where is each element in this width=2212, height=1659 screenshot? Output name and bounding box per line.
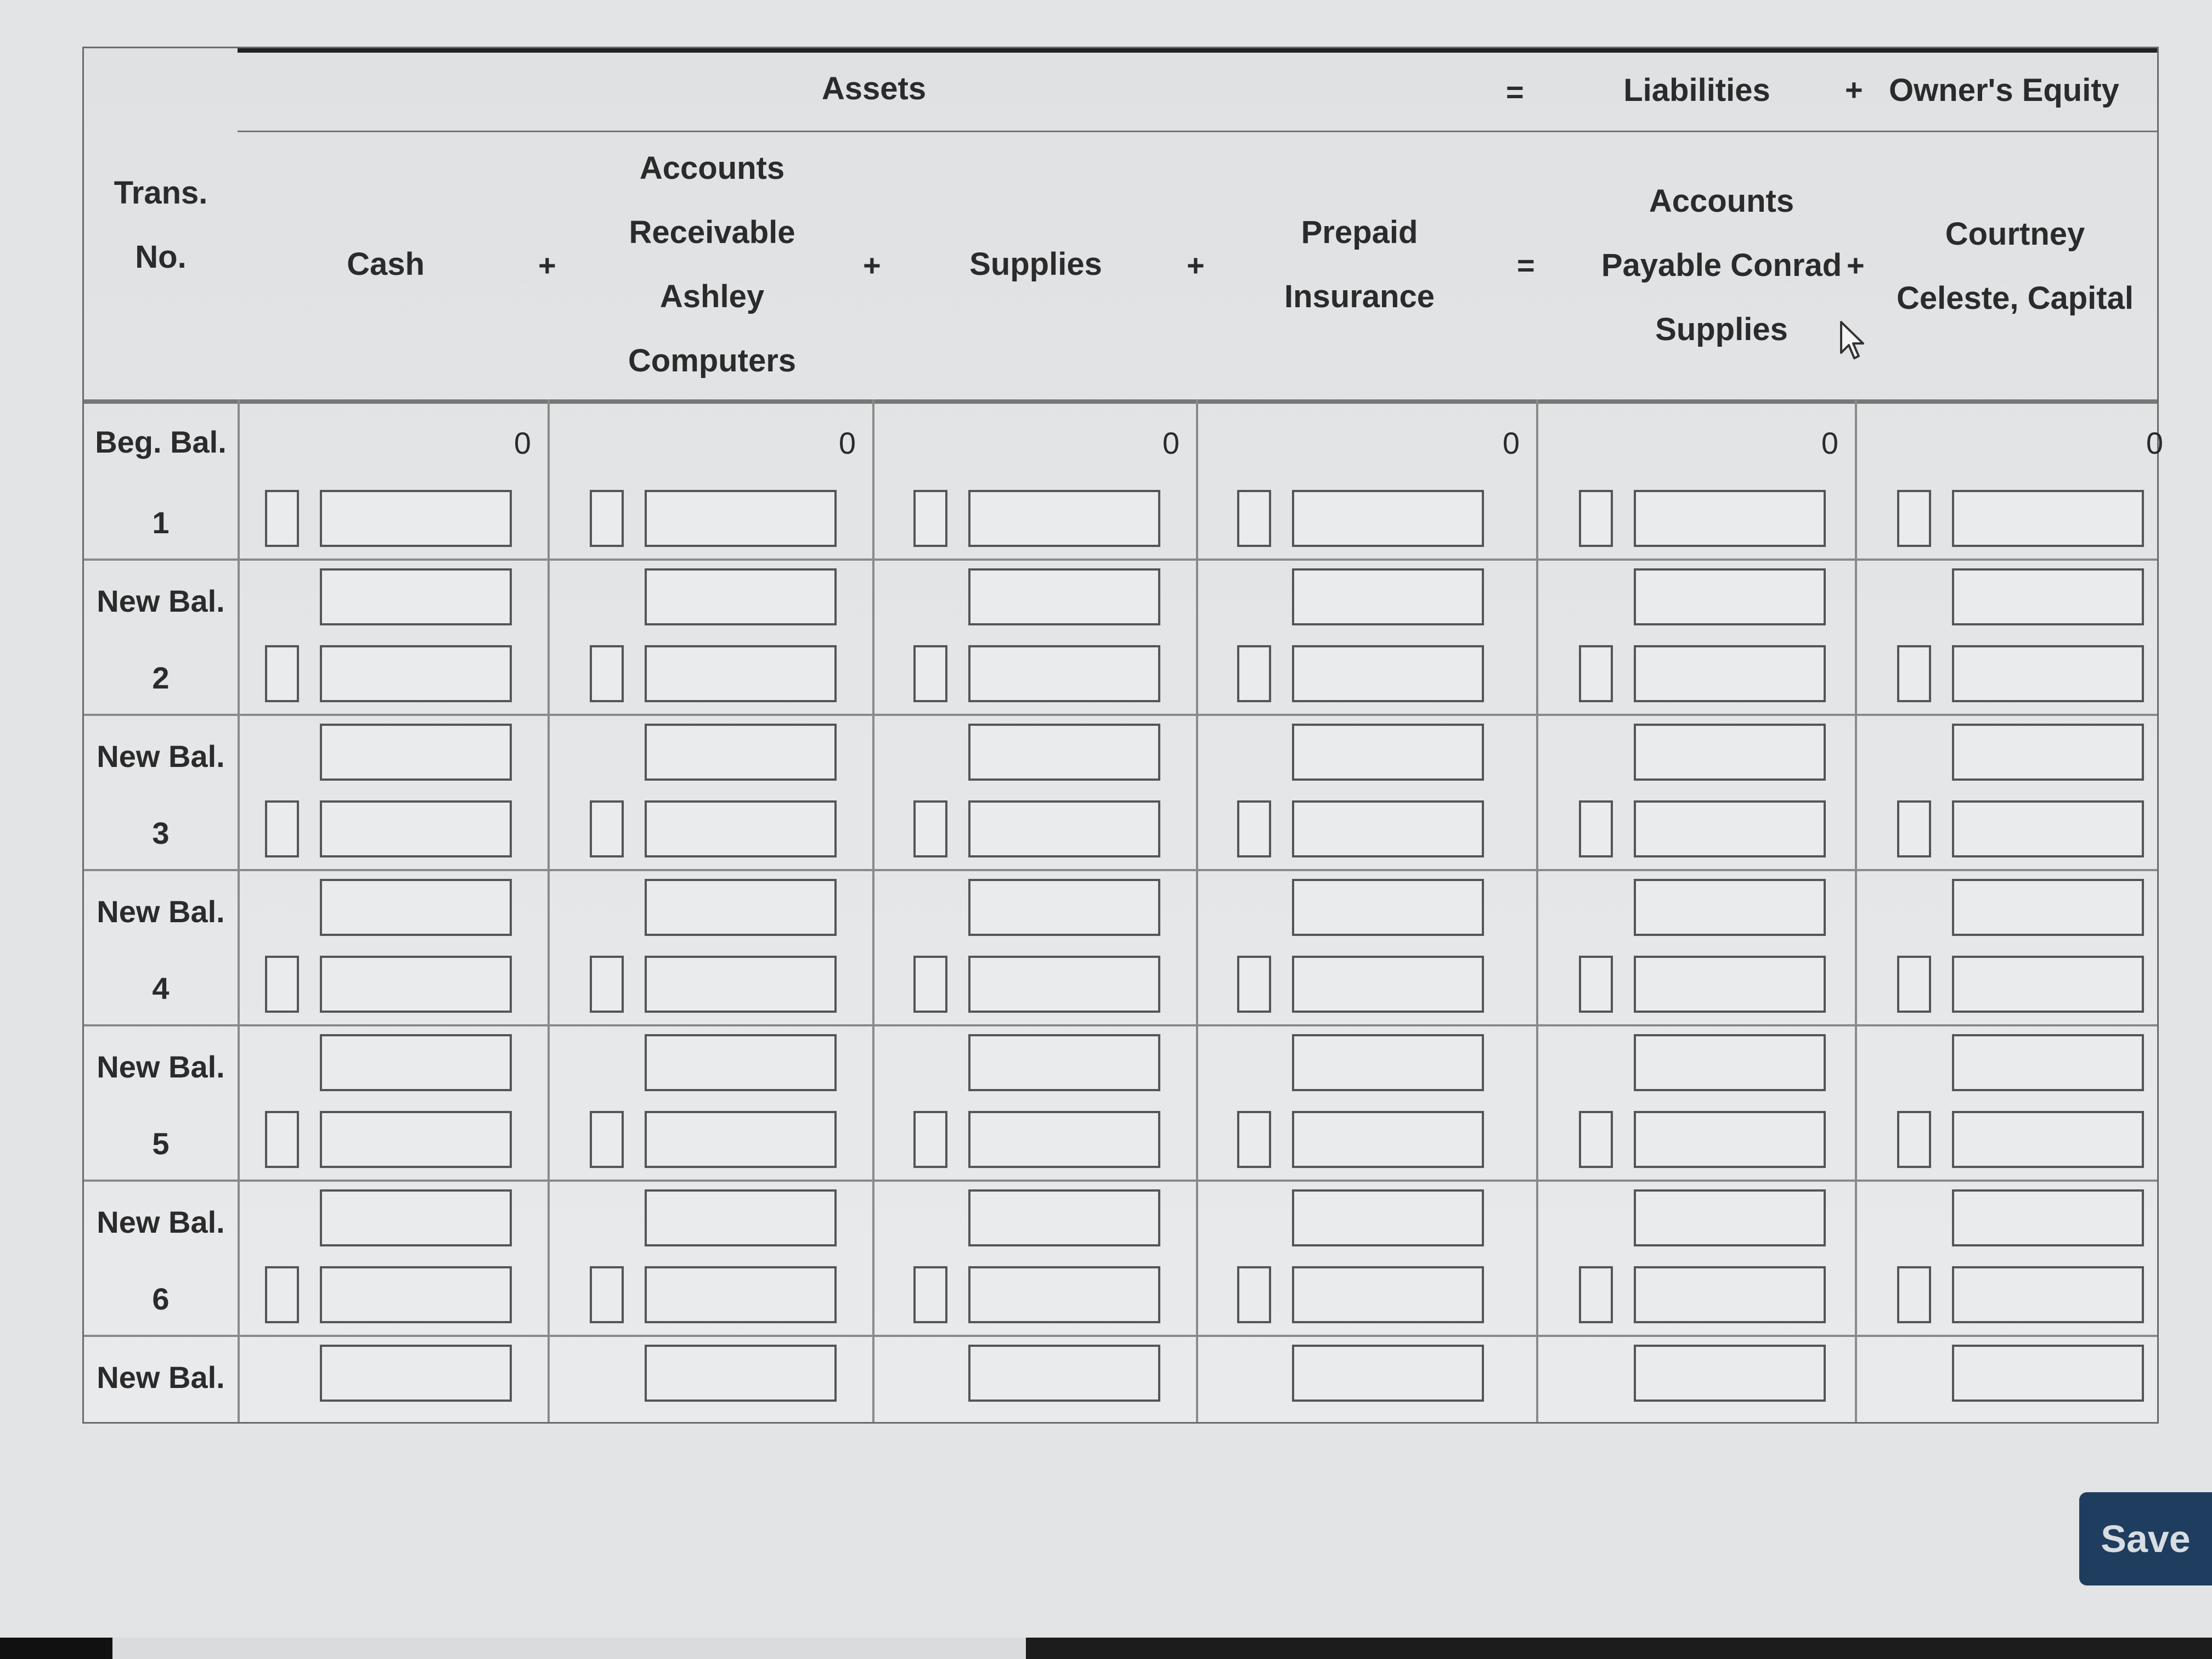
accounts-receivable-new-balance-input-1[interactable] bbox=[645, 568, 837, 625]
increase-decrease-selector-supplies-trans-6[interactable] bbox=[913, 1266, 947, 1323]
header-top-rule bbox=[238, 48, 2157, 53]
row-label-trans-3: 3 bbox=[152, 816, 170, 850]
cash-new-balance-input-1[interactable] bbox=[320, 568, 512, 625]
accounts-receivable-new-balance-input-4[interactable] bbox=[645, 1034, 837, 1091]
screen-bottom-bezel-gap bbox=[112, 1638, 1026, 1659]
row-divider bbox=[84, 558, 2157, 561]
capital-new-balance-input-1[interactable] bbox=[1952, 568, 2144, 625]
plus-sign-3: + bbox=[1187, 248, 1205, 283]
row-divider bbox=[84, 869, 2157, 871]
col-divider bbox=[1536, 399, 1538, 1422]
header-mid-rule bbox=[238, 131, 2157, 132]
accounts-receivable-amount-input-trans-1[interactable] bbox=[645, 490, 837, 547]
row-label-new-bal: New Bal. bbox=[97, 1049, 225, 1084]
cash-new-balance-input-5[interactable] bbox=[320, 1189, 512, 1246]
increase-decrease-selector-cash-trans-5[interactable] bbox=[265, 1111, 299, 1168]
supplies-new-balance-input-5[interactable] bbox=[968, 1189, 1160, 1246]
cash-amount-input-trans-4[interactable] bbox=[320, 956, 512, 1013]
accounting-equation-worksheet bbox=[82, 47, 2163, 1424]
col-divider bbox=[238, 399, 240, 1422]
increase-decrease-selector-accounts-receivable-trans-1[interactable] bbox=[590, 490, 624, 547]
prepaid-insurance-amount-input-trans-2[interactable] bbox=[1292, 645, 1484, 702]
prepaid-insurance-new-balance-input-5[interactable] bbox=[1292, 1189, 1484, 1246]
increase-decrease-selector-accounts-payable-trans-5[interactable] bbox=[1579, 1111, 1613, 1168]
increase-decrease-selector-cash-trans-4[interactable] bbox=[265, 956, 299, 1013]
supplies-new-balance-input-6[interactable] bbox=[968, 1345, 1160, 1402]
increase-decrease-selector-prepaid-insurance-trans-6[interactable] bbox=[1237, 1266, 1271, 1323]
accounts-payable-new-balance-input-3[interactable] bbox=[1634, 879, 1826, 936]
cash-heading: Cash bbox=[347, 246, 425, 282]
increase-decrease-selector-prepaid-insurance-trans-2[interactable] bbox=[1237, 645, 1271, 702]
supplies-amount-input-trans-4[interactable] bbox=[968, 956, 1160, 1013]
increase-decrease-selector-cash-trans-1[interactable] bbox=[265, 490, 299, 547]
prepaid-insurance-new-balance-input-3[interactable] bbox=[1292, 879, 1484, 936]
row-label-new-bal: New Bal. bbox=[97, 739, 225, 774]
increase-decrease-selector-capital-trans-6[interactable] bbox=[1897, 1266, 1931, 1323]
screen-bottom-bezel-left bbox=[0, 1638, 112, 1659]
accounts-receivable-new-balance-input-5[interactable] bbox=[645, 1189, 837, 1246]
prepaid-insurance-new-balance-input-1[interactable] bbox=[1292, 568, 1484, 625]
cash-amount-input-trans-3[interactable] bbox=[320, 800, 512, 857]
increase-decrease-selector-prepaid-insurance-trans-5[interactable] bbox=[1237, 1111, 1271, 1168]
increase-decrease-selector-accounts-payable-trans-1[interactable] bbox=[1579, 490, 1613, 547]
cash-new-balance-input-6[interactable] bbox=[320, 1345, 512, 1402]
row-divider bbox=[84, 1180, 2157, 1182]
col-divider bbox=[548, 399, 550, 1422]
accounts-receivable-amount-input-trans-6[interactable] bbox=[645, 1266, 837, 1323]
increase-decrease-selector-capital-trans-5[interactable] bbox=[1897, 1111, 1931, 1168]
prepaid-insurance-amount-input-trans-6[interactable] bbox=[1292, 1266, 1484, 1323]
increase-decrease-selector-cash-trans-3[interactable] bbox=[265, 800, 299, 857]
beg-bal-supplies: 0 bbox=[1162, 426, 1180, 460]
trans-no-heading-line2: No. bbox=[135, 239, 187, 275]
trans-no-heading-line1: Trans. bbox=[114, 175, 208, 211]
increase-decrease-selector-supplies-trans-1[interactable] bbox=[913, 490, 947, 547]
cash-new-balance-input-4[interactable] bbox=[320, 1034, 512, 1091]
beg-bal-accounts-payable: 0 bbox=[1821, 426, 1838, 460]
capital-amount-input-trans-2[interactable] bbox=[1952, 645, 2144, 702]
accounts-payable-amount-input-trans-2[interactable] bbox=[1634, 645, 1826, 702]
prepaid-insurance-amount-input-trans-4[interactable] bbox=[1292, 956, 1484, 1013]
capital-new-balance-input-5[interactable] bbox=[1952, 1189, 2144, 1246]
col-divider bbox=[1196, 399, 1198, 1422]
beg-bal-prepaid-insurance: 0 bbox=[1502, 426, 1520, 460]
supplies-amount-input-trans-1[interactable] bbox=[968, 490, 1160, 547]
increase-decrease-selector-supplies-trans-2[interactable] bbox=[913, 645, 947, 702]
supplies-new-balance-input-3[interactable] bbox=[968, 879, 1160, 936]
beg-bal-accounts-receivable: 0 bbox=[838, 426, 856, 460]
row-label-new-bal: New Bal. bbox=[97, 1360, 225, 1395]
accounts-receivable-amount-input-trans-4[interactable] bbox=[645, 956, 837, 1013]
increase-decrease-selector-prepaid-insurance-trans-4[interactable] bbox=[1237, 956, 1271, 1013]
accounts-receivable-new-balance-input-2[interactable] bbox=[645, 724, 837, 781]
prepaid-insurance-amount-input-trans-5[interactable] bbox=[1292, 1111, 1484, 1168]
accounts-receivable-new-balance-input-3[interactable] bbox=[645, 879, 837, 936]
supplies-new-balance-input-2[interactable] bbox=[968, 724, 1160, 781]
prepaid-insurance-heading: Prepaid Insurance bbox=[1284, 215, 1435, 314]
increase-decrease-selector-capital-trans-1[interactable] bbox=[1897, 490, 1931, 547]
supplies-amount-input-trans-3[interactable] bbox=[968, 800, 1160, 857]
equals-sign-mid: = bbox=[1517, 248, 1535, 283]
mouse-pointer-icon bbox=[1839, 320, 1866, 364]
supplies-amount-input-trans-5[interactable] bbox=[968, 1111, 1160, 1168]
accounts-payable-amount-input-trans-6[interactable] bbox=[1634, 1266, 1826, 1323]
row-label-beg-bal: Beg. Bal. bbox=[95, 425, 227, 459]
save-button[interactable]: Save bbox=[2079, 1492, 2212, 1585]
increase-decrease-selector-capital-trans-2[interactable] bbox=[1897, 645, 1931, 702]
increase-decrease-selector-prepaid-insurance-trans-3[interactable] bbox=[1237, 800, 1271, 857]
owners-equity-heading: Owner's Equity bbox=[1889, 72, 2119, 108]
row-label-trans-1: 1 bbox=[152, 505, 170, 540]
accounts-receivable-heading: Accounts Receivable Ashley Computers bbox=[628, 150, 797, 379]
cash-amount-input-trans-2[interactable] bbox=[320, 645, 512, 702]
row-label-trans-4: 4 bbox=[152, 971, 170, 1006]
plus-sign-top: + bbox=[1845, 72, 1863, 107]
col-divider bbox=[872, 399, 874, 1422]
row-label-trans-2: 2 bbox=[152, 661, 170, 695]
accounts-payable-new-balance-input-1[interactable] bbox=[1634, 568, 1826, 625]
accounts-receivable-new-balance-input-6[interactable] bbox=[645, 1345, 837, 1402]
accounts-receivable-amount-input-trans-2[interactable] bbox=[645, 645, 837, 702]
plus-sign-1: + bbox=[538, 248, 556, 283]
capital-amount-input-trans-6[interactable] bbox=[1952, 1266, 2144, 1323]
row-label-new-bal: New Bal. bbox=[97, 894, 225, 929]
accounts-payable-new-balance-input-4[interactable] bbox=[1634, 1034, 1826, 1091]
col-divider bbox=[1855, 399, 1857, 1422]
increase-decrease-selector-supplies-trans-4[interactable] bbox=[913, 956, 947, 1013]
accounts-payable-new-balance-input-5[interactable] bbox=[1634, 1189, 1826, 1246]
cash-amount-input-trans-6[interactable] bbox=[320, 1266, 512, 1323]
increase-decrease-selector-accounts-payable-trans-3[interactable] bbox=[1579, 800, 1613, 857]
row-label-new-bal: New Bal. bbox=[97, 584, 225, 618]
supplies-heading: Supplies bbox=[969, 246, 1102, 282]
increase-decrease-selector-accounts-receivable-trans-5[interactable] bbox=[590, 1111, 624, 1168]
row-divider bbox=[84, 1335, 2157, 1337]
increase-decrease-selector-supplies-trans-3[interactable] bbox=[913, 800, 947, 857]
increase-decrease-selector-capital-trans-3[interactable] bbox=[1897, 800, 1931, 857]
increase-decrease-selector-accounts-payable-trans-2[interactable] bbox=[1579, 645, 1613, 702]
accounts-payable-new-balance-input-6[interactable] bbox=[1634, 1345, 1826, 1402]
cash-new-balance-input-3[interactable] bbox=[320, 879, 512, 936]
supplies-new-balance-input-1[interactable] bbox=[968, 568, 1160, 625]
increase-decrease-selector-accounts-receivable-trans-2[interactable] bbox=[590, 645, 624, 702]
capital-amount-input-trans-1[interactable] bbox=[1952, 490, 2144, 547]
supplies-new-balance-input-4[interactable] bbox=[968, 1034, 1160, 1091]
row-label-trans-6: 6 bbox=[152, 1282, 170, 1316]
row-divider bbox=[84, 1024, 2157, 1026]
prepaid-insurance-new-balance-input-2[interactable] bbox=[1292, 724, 1484, 781]
assets-heading: Assets bbox=[821, 71, 927, 106]
prepaid-insurance-amount-input-trans-1[interactable] bbox=[1292, 490, 1484, 547]
accounts-payable-amount-input-trans-5[interactable] bbox=[1634, 1111, 1826, 1168]
capital-amount-input-trans-4[interactable] bbox=[1952, 956, 2144, 1013]
increase-decrease-selector-accounts-payable-trans-4[interactable] bbox=[1579, 956, 1613, 1013]
plus-sign-2: + bbox=[863, 248, 881, 283]
row-divider bbox=[84, 714, 2157, 716]
accounts-payable-amount-input-trans-4[interactable] bbox=[1634, 956, 1826, 1013]
prepaid-insurance-new-balance-input-6[interactable] bbox=[1292, 1345, 1484, 1402]
cash-amount-input-trans-1[interactable] bbox=[320, 490, 512, 547]
beg-bal-cash: 0 bbox=[514, 426, 531, 460]
accounts-receivable-amount-input-trans-5[interactable] bbox=[645, 1111, 837, 1168]
increase-decrease-selector-supplies-trans-5[interactable] bbox=[913, 1111, 947, 1168]
prepaid-insurance-new-balance-input-4[interactable] bbox=[1292, 1034, 1484, 1091]
header-bottom-rule bbox=[84, 399, 2157, 404]
liabilities-heading: Liabilities bbox=[1623, 72, 1770, 108]
cash-new-balance-input-2[interactable] bbox=[320, 724, 512, 781]
accounts-payable-heading: Accounts Payable Conrad Supplies bbox=[1601, 183, 1842, 347]
beg-bal-capital: 0 bbox=[2146, 426, 2163, 460]
increase-decrease-selector-accounts-receivable-trans-6[interactable] bbox=[590, 1266, 624, 1323]
accounts-payable-amount-input-trans-3[interactable] bbox=[1634, 800, 1826, 857]
prepaid-insurance-amount-input-trans-3[interactable] bbox=[1292, 800, 1484, 857]
capital-new-balance-input-2[interactable] bbox=[1952, 724, 2144, 781]
accounts-receivable-amount-input-trans-3[interactable] bbox=[645, 800, 837, 857]
cash-amount-input-trans-5[interactable] bbox=[320, 1111, 512, 1168]
capital-amount-input-trans-3[interactable] bbox=[1952, 800, 2144, 857]
increase-decrease-selector-prepaid-insurance-trans-1[interactable] bbox=[1237, 490, 1271, 547]
accounts-payable-amount-input-trans-1[interactable] bbox=[1634, 490, 1826, 547]
increase-decrease-selector-accounts-receivable-trans-4[interactable] bbox=[590, 956, 624, 1013]
row-label-trans-5: 5 bbox=[152, 1126, 170, 1161]
row-label-new-bal: New Bal. bbox=[97, 1205, 225, 1239]
increase-decrease-selector-accounts-receivable-trans-3[interactable] bbox=[590, 800, 624, 857]
supplies-amount-input-trans-6[interactable] bbox=[968, 1266, 1160, 1323]
capital-heading: Courtney Celeste, Capital bbox=[1897, 216, 2134, 316]
increase-decrease-selector-capital-trans-4[interactable] bbox=[1897, 956, 1931, 1013]
capital-new-balance-input-4[interactable] bbox=[1952, 1034, 2144, 1091]
increase-decrease-selector-accounts-payable-trans-6[interactable] bbox=[1579, 1266, 1613, 1323]
capital-amount-input-trans-5[interactable] bbox=[1952, 1111, 2144, 1168]
equals-sign-top: = bbox=[1506, 75, 1524, 109]
increase-decrease-selector-cash-trans-2[interactable] bbox=[265, 645, 299, 702]
supplies-amount-input-trans-2[interactable] bbox=[968, 645, 1160, 702]
capital-new-balance-input-6[interactable] bbox=[1952, 1345, 2144, 1402]
increase-decrease-selector-cash-trans-6[interactable] bbox=[265, 1266, 299, 1323]
capital-new-balance-input-3[interactable] bbox=[1952, 879, 2144, 936]
accounts-payable-new-balance-input-2[interactable] bbox=[1634, 724, 1826, 781]
plus-sign-4: + bbox=[1847, 248, 1865, 283]
